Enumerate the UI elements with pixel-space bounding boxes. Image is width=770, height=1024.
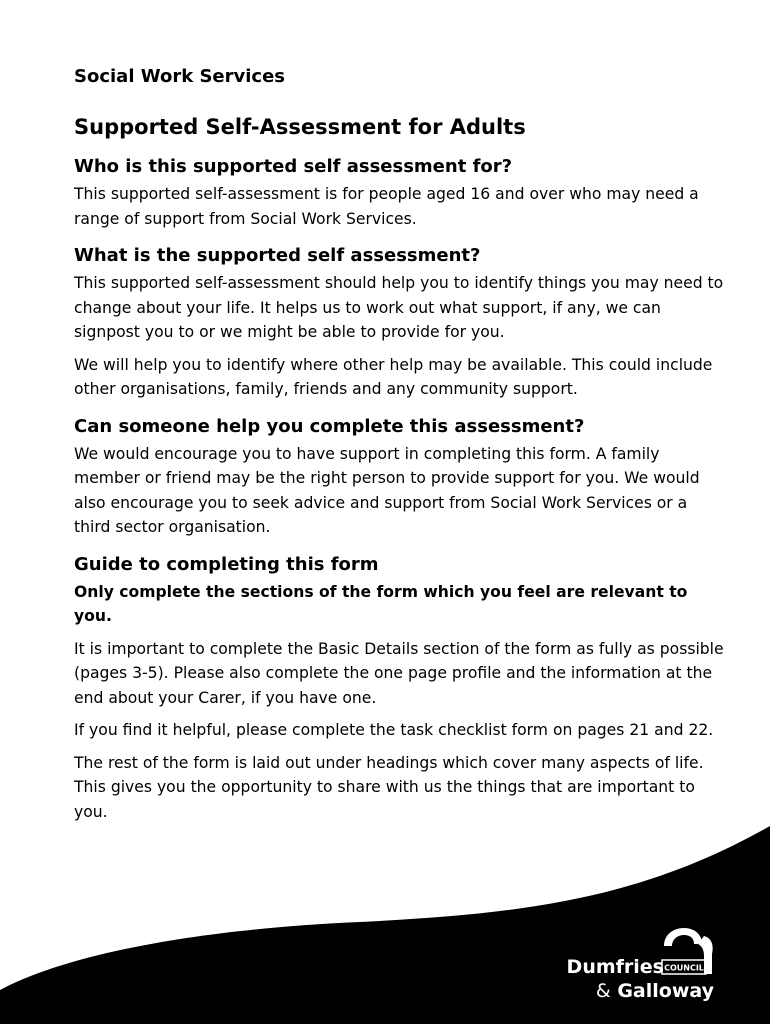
section-heading: Guide to completing this form [74, 553, 379, 575]
section-heading: What is the supported self assessment? [74, 245, 481, 266]
document-body [74, 64, 724, 836]
emphasis-note: Only complete the sections of the form which you feel are relevant to you. [74, 582, 688, 625]
document-title: Supported Self-Assessment for Adults [74, 115, 526, 139]
paragraph: If you find it helpful, please complete the task checklist form on pages 21 and 22. [74, 721, 714, 739]
council-badge-text: COUNCIL [664, 963, 704, 973]
logo-text-dumfries: Dumfries [566, 956, 664, 978]
section-guide [74, 552, 724, 825]
paragraph: It is important to complete the Basic Details section of the form as fully as possible (pages 3-5). Please also complete the one page profile and the information at the end about your Carer, if you have one. [74, 639, 724, 707]
section-help-complete [74, 414, 724, 540]
section-heading: Who is this supported self assessment for? [74, 156, 513, 177]
organisation-name: Social Work Services [74, 66, 285, 87]
section-heading: Can someone help you complete this assessment? [74, 415, 585, 437]
logo-text-galloway-line [596, 980, 714, 1002]
logo-ampersand: & [595, 980, 611, 1002]
paragraph: The rest of the form is laid out under headings which cover many aspects of life. This gives you the opportunity to share with us the things that are important to you. [74, 753, 704, 821]
paragraph: We will help you to identify where other help may be available. This could include other organisations, family, friends and any community support. [74, 355, 713, 398]
paragraph: This supported self-assessment is for people aged 16 and over who may need a range of support from Social Work Services. [74, 185, 699, 228]
section-who-for [74, 154, 724, 231]
council-emblem-icon [660, 926, 716, 980]
paragraph: This supported self-assessment should help you to identify things you may need to change about your life. It helps us to work out what support, if any, we can signpost you to or we might be able to provide for you. [74, 274, 724, 341]
paragraph: We would encourage you to have support in completing this form. A family member or friend may be the right person to provide support for you. We would also encourage you to seek advice and support from Social Work Services or a third sector organisation. [74, 444, 700, 536]
section-what-is [74, 243, 724, 402]
logo-text-galloway: Galloway [617, 980, 714, 1002]
council-logo [552, 924, 722, 1006]
